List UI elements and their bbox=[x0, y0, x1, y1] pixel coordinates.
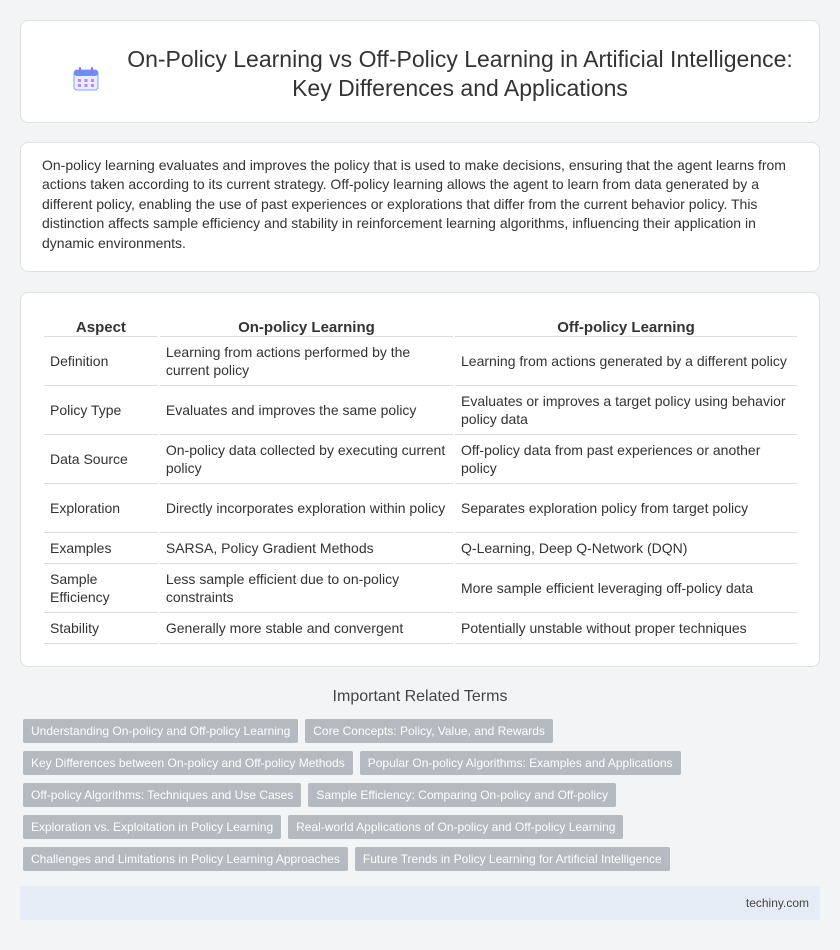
cell-aspect: Examples bbox=[44, 533, 158, 564]
related-terms-list bbox=[23, 719, 723, 879]
related-term-tag[interactable]: Off-policy Algorithms: Techniques and Use Cases bbox=[23, 783, 301, 807]
cell-aspect: Data Source bbox=[44, 435, 158, 484]
related-term-tag[interactable]: Understanding On-policy and Off-policy Learning bbox=[23, 719, 298, 743]
cell-off-policy: Learning from actions generated by a different policy bbox=[455, 337, 797, 386]
cell-off-policy: Off-policy data from past experiences or another policy bbox=[455, 435, 797, 484]
footer-brand[interactable]: techiny.com bbox=[745, 896, 809, 910]
cell-off-policy: Q-Learning, Deep Q-Network (DQN) bbox=[455, 533, 797, 564]
intro-paragraph: On-policy learning evaluates and improves the policy that is used to make decisions, ensuring that the agent learns from actions taken according to its current strategy. Off-policy learning allows the agent to learn from data generated by a different policy, enabling the use of past experiences or explorations that differ from the current behavior policy. This distinction affects sample efficiency and stability in reinforcement learning algorithms, influencing their application in dynamic environments. bbox=[42, 157, 786, 251]
comparison-table-card bbox=[20, 292, 820, 667]
table-row bbox=[44, 484, 797, 533]
comparison-table bbox=[42, 315, 799, 644]
table-row bbox=[44, 435, 797, 484]
cell-aspect: Stability bbox=[44, 613, 158, 644]
cell-aspect: Exploration bbox=[44, 484, 158, 533]
cell-on-policy: Learning from actions performed by the current policy bbox=[160, 337, 453, 386]
related-term-tag[interactable]: Real-world Applications of On-policy and Off-policy Learning bbox=[288, 815, 623, 839]
related-term-tag[interactable]: Sample Efficiency: Comparing On-policy and Off-policy bbox=[308, 783, 616, 807]
tag-row bbox=[23, 815, 723, 839]
header-on-policy: On-policy Learning bbox=[160, 315, 453, 337]
related-term-tag[interactable]: Core Concepts: Policy, Value, and Rewards bbox=[305, 719, 553, 743]
related-terms-heading: Important Related Terms bbox=[332, 688, 508, 705]
tag-row bbox=[23, 719, 723, 743]
tag-row bbox=[23, 847, 723, 871]
related-term-tag[interactable]: Exploration vs. Exploitation in Policy Learning bbox=[23, 815, 281, 839]
cell-on-policy: Generally more stable and convergent bbox=[160, 613, 453, 644]
related-term-tag[interactable]: Key Differences between On-policy and Off-policy Methods bbox=[23, 751, 353, 775]
tag-row bbox=[23, 751, 723, 775]
cell-off-policy: Separates exploration policy from target policy bbox=[455, 484, 797, 533]
related-term-tag[interactable]: Future Trends in Policy Learning for Artificial Intelligence bbox=[355, 847, 670, 871]
table-row bbox=[44, 386, 797, 435]
cell-on-policy: On-policy data collected by executing current policy bbox=[160, 435, 453, 484]
header-aspect: Aspect bbox=[44, 315, 158, 337]
cell-off-policy: More sample efficient leveraging off-policy data bbox=[455, 564, 797, 613]
cell-on-policy: Directly incorporates exploration within policy bbox=[160, 484, 453, 533]
footer bbox=[20, 886, 820, 920]
table-row bbox=[44, 564, 797, 613]
tag-row bbox=[23, 783, 723, 807]
cell-off-policy: Evaluates or improves a target policy using behavior policy data bbox=[455, 386, 797, 435]
related-term-tag[interactable]: Popular On-policy Algorithms: Examples and Applications bbox=[360, 751, 681, 775]
cell-off-policy: Potentially unstable without proper techniques bbox=[455, 613, 797, 644]
intro-card bbox=[20, 142, 820, 272]
cell-on-policy: Less sample efficient due to on-policy constraints bbox=[160, 564, 453, 613]
table-row bbox=[44, 613, 797, 644]
table-row bbox=[44, 533, 797, 564]
cell-on-policy: Evaluates and improves the same policy bbox=[160, 386, 453, 435]
cell-aspect: Sample Efficiency bbox=[44, 564, 158, 613]
table-header-row bbox=[44, 315, 797, 337]
related-term-tag[interactable]: Challenges and Limitations in Policy Learning Approaches bbox=[23, 847, 348, 871]
page-title: On-Policy Learning vs Off-Policy Learning in Artificial Intelligence: Key Differences and Applications bbox=[127, 46, 793, 101]
cell-on-policy: SARSA, Policy Gradient Methods bbox=[160, 533, 453, 564]
header-off-policy: Off-policy Learning bbox=[455, 315, 797, 337]
cell-aspect: Policy Type bbox=[44, 386, 158, 435]
title-card bbox=[20, 20, 820, 123]
cell-aspect: Definition bbox=[44, 337, 158, 386]
table-row bbox=[44, 337, 797, 386]
